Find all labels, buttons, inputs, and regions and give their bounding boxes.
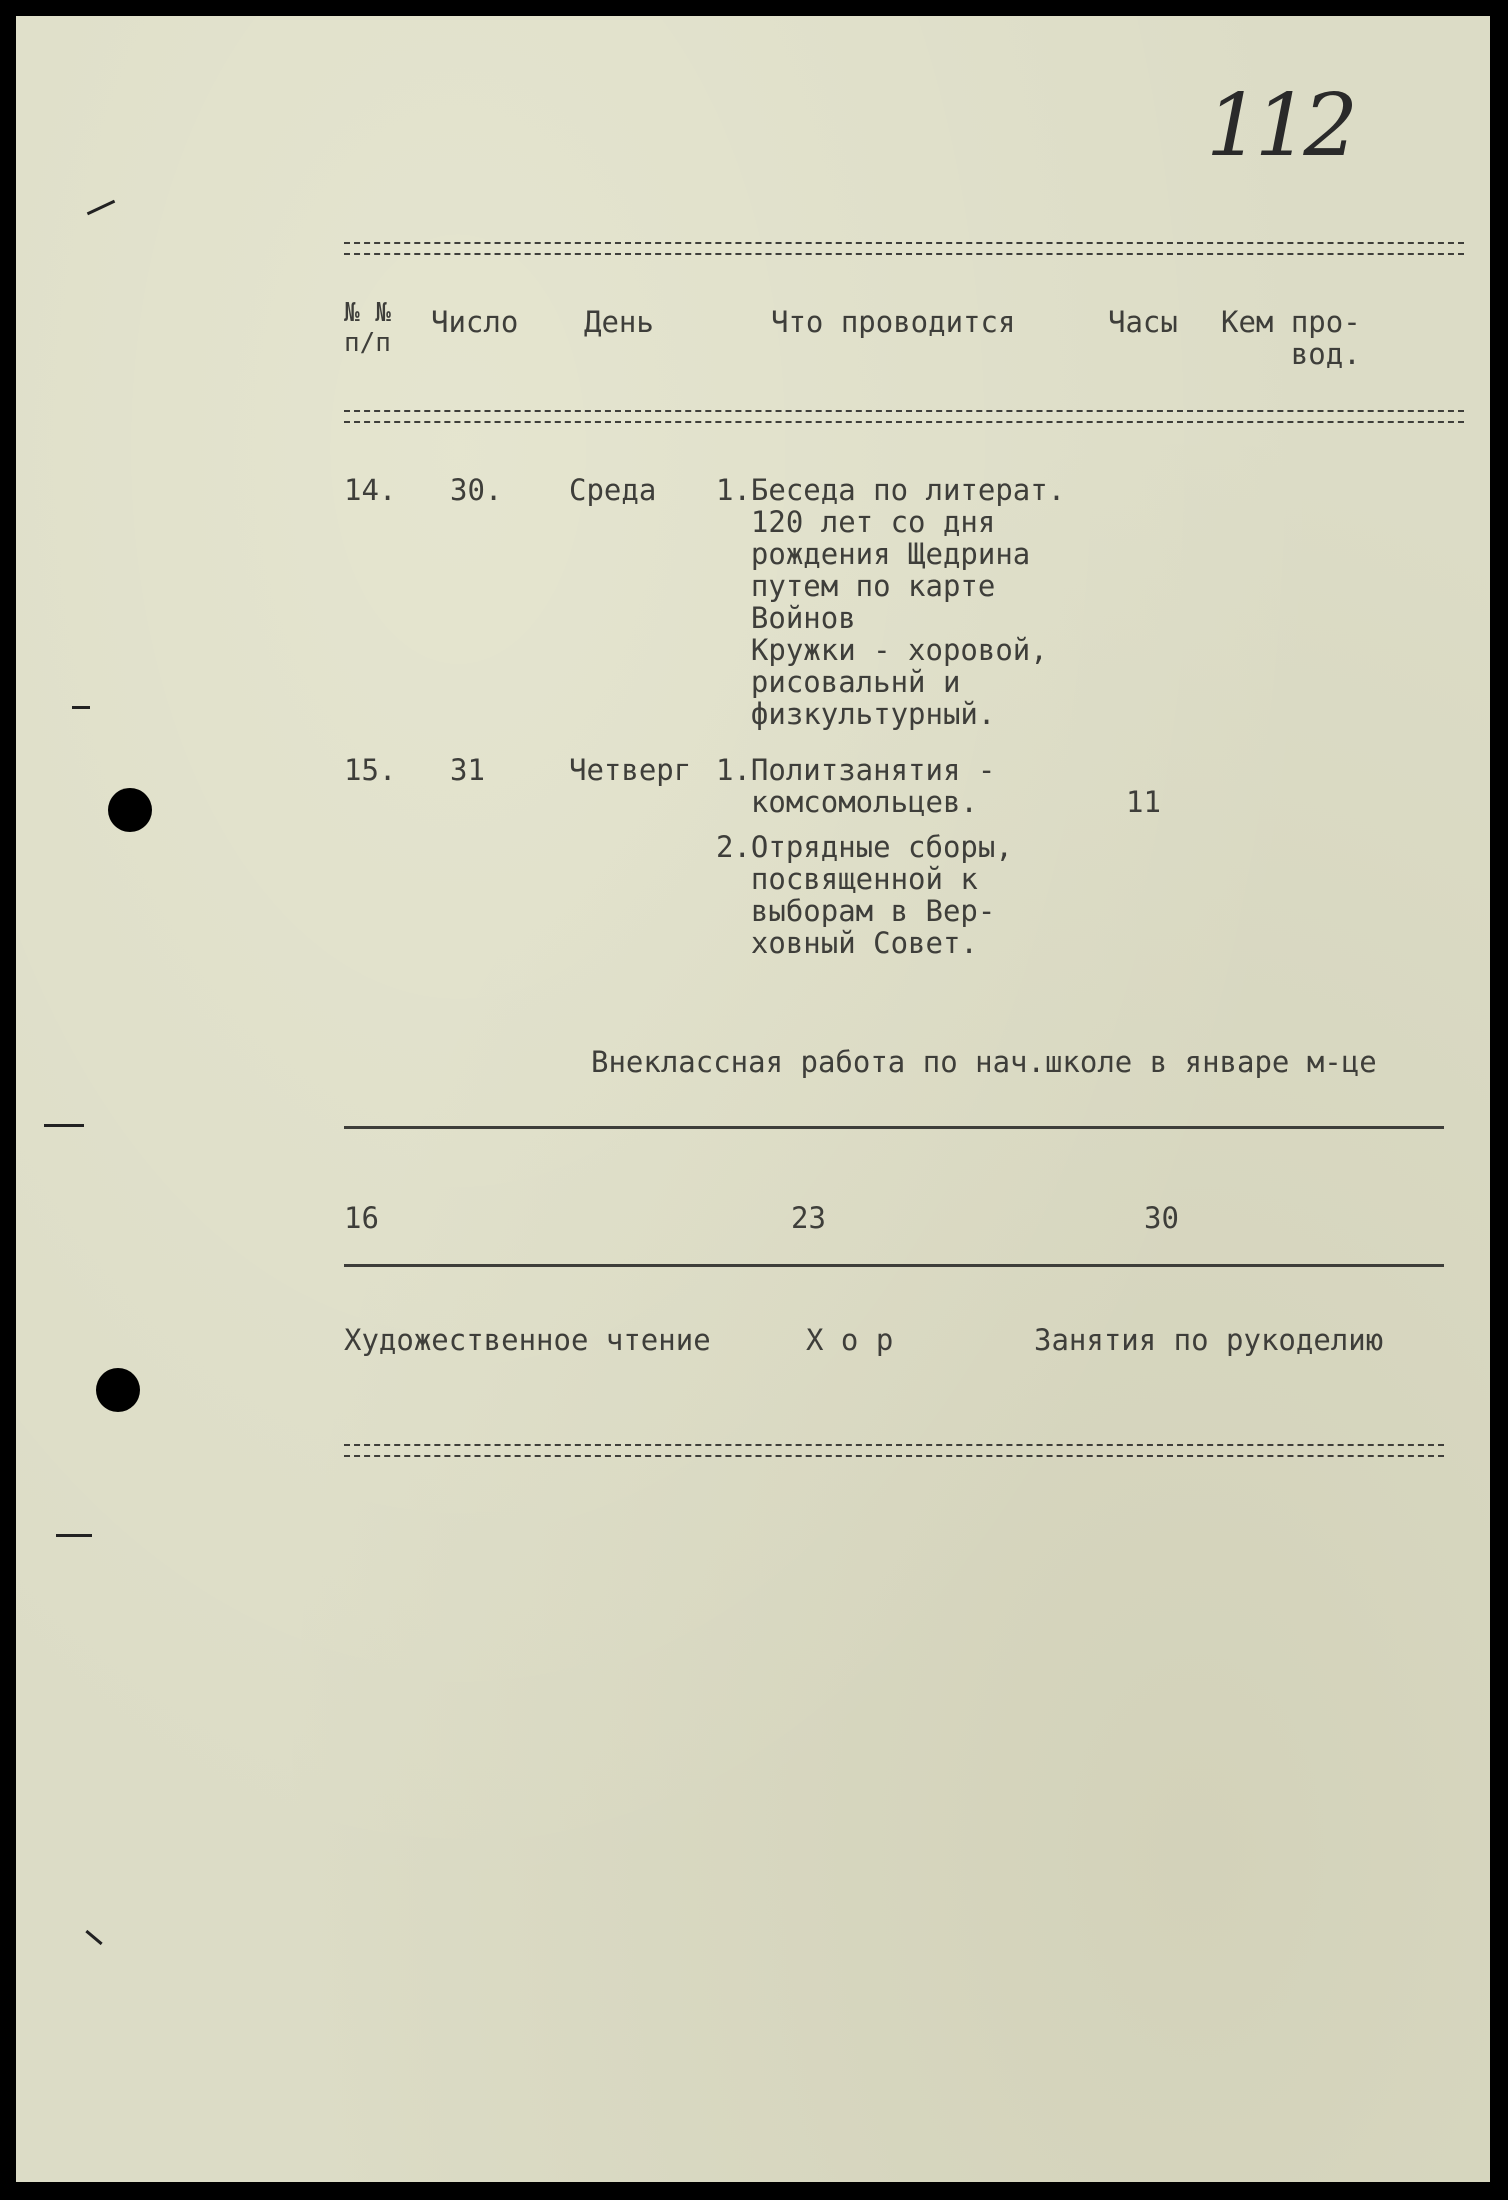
punch-hole — [108, 788, 152, 832]
margin-mark — [87, 200, 115, 215]
page-number: 112 — [1206, 76, 1353, 176]
row-day: Четверг — [569, 753, 692, 787]
margin-mark — [72, 706, 90, 709]
row-date: 31 — [450, 753, 485, 787]
date-cell: 16 — [344, 1201, 379, 1235]
table-top-rule — [344, 242, 1464, 255]
date-cell: 30 — [1144, 1201, 1179, 1235]
header-date: Число — [431, 305, 519, 339]
activity-cell: Художественное чтение — [344, 1323, 711, 1357]
header-number: № № п/п — [344, 298, 391, 358]
margin-mark — [56, 1534, 92, 1537]
header-hours: Часы — [1108, 305, 1178, 339]
row-day: Среда — [569, 473, 657, 507]
header-conducted-by: Кем про- вод. — [1221, 305, 1361, 371]
date-cell: 23 — [791, 1201, 826, 1235]
activity-cell: Х о р — [806, 1323, 894, 1357]
table-bottom-rule — [344, 1444, 1444, 1457]
section-heading: Внеклассная работа по нач.школе в январе м-це — [591, 1045, 1377, 1079]
row-activity: 1.Политзанятия - комсомольцев. — [716, 753, 996, 819]
section-rule — [344, 1126, 1444, 1129]
header-bottom-rule — [344, 410, 1464, 423]
margin-mark — [85, 1930, 102, 1945]
row-number: 14. — [344, 473, 397, 507]
row-date: 30. — [450, 473, 503, 507]
row-number: 15. — [344, 753, 397, 787]
document-page — [16, 16, 1490, 2182]
row-activity: 1.Беседа по литерат. 120 лет со дня рождения Щедрина путем по карте Войнов Кружки - хоровой, рисовальнй и физкультурный. — [716, 473, 1066, 731]
row-hours: 11 — [1126, 785, 1161, 819]
header-day: День — [584, 305, 654, 339]
activity-cell: Занятия по рукоделию — [1034, 1323, 1384, 1357]
section-rule — [344, 1264, 1444, 1267]
row-activity-2: 2.Отрядные сборы, посвященной к выборам в Вер- ховный Совет. — [716, 830, 1013, 960]
header-activity: Что проводится — [771, 305, 1016, 339]
punch-hole — [96, 1368, 140, 1412]
margin-mark — [44, 1124, 84, 1127]
